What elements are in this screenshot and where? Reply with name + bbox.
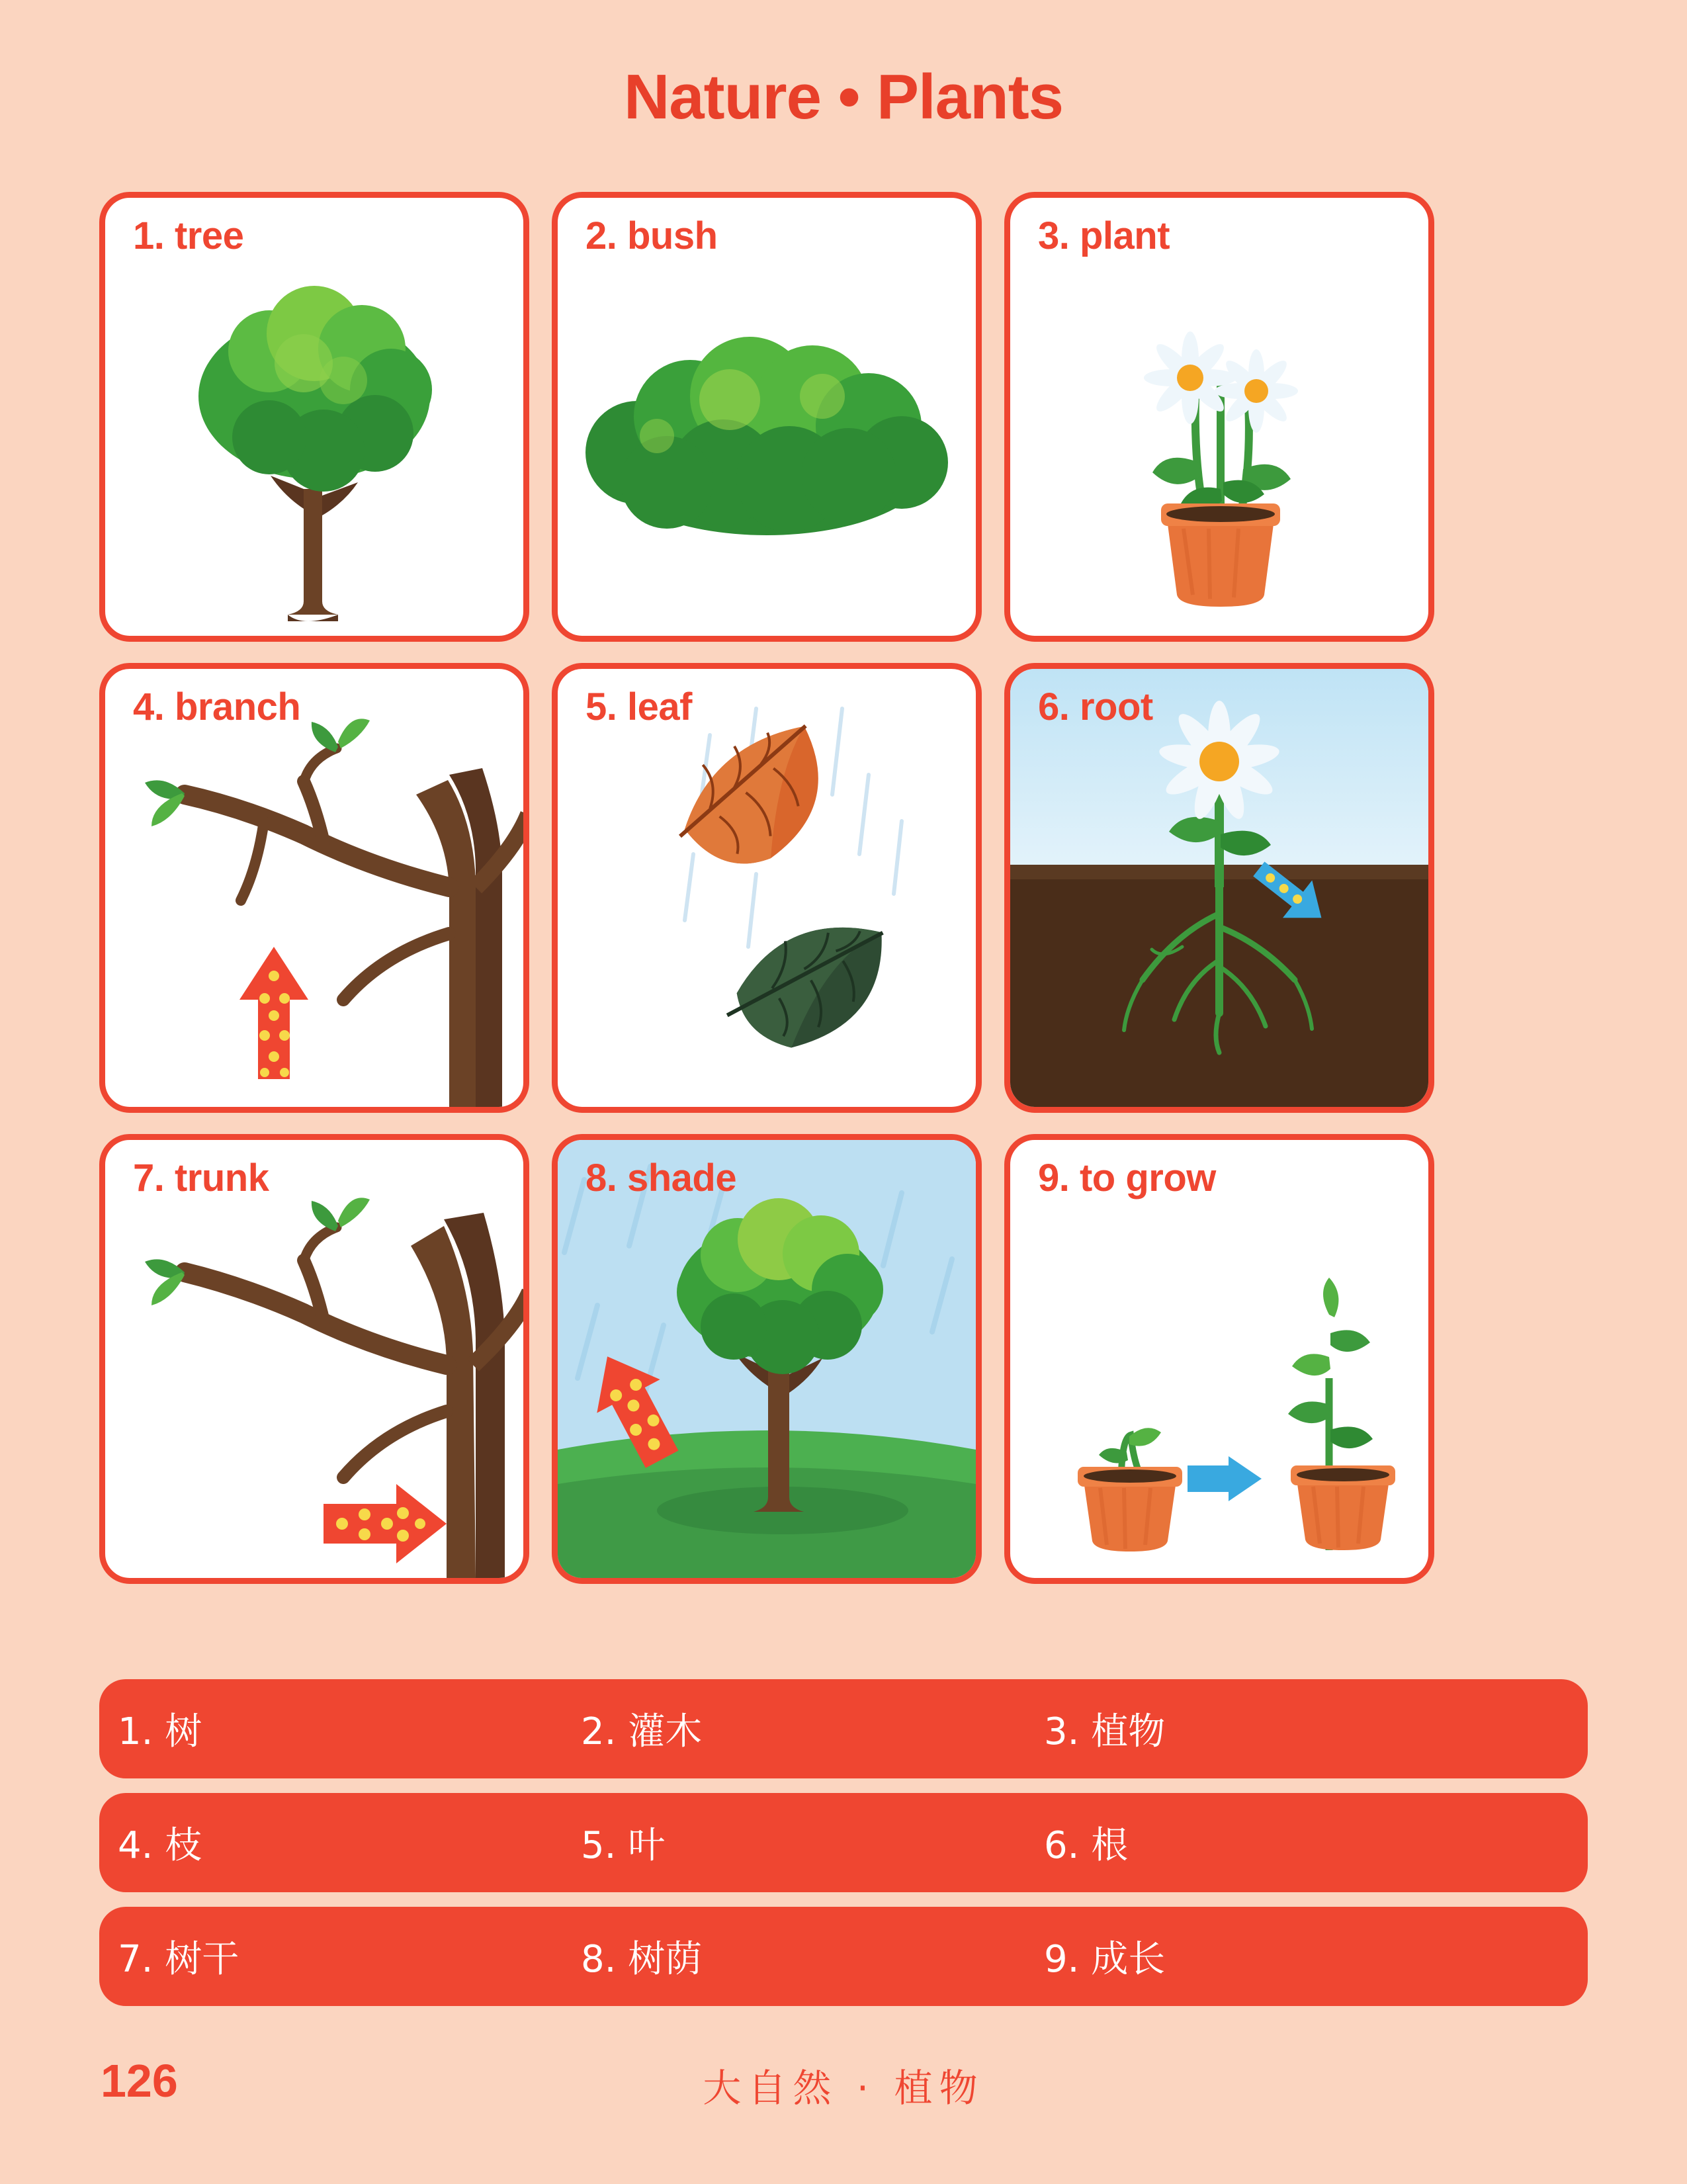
page-title: Nature • Plants [623,62,1064,132]
word-row [99,1907,1588,2006]
card-label: 8. shade [585,1157,737,1200]
tree-illustration [105,198,523,636]
card-plant[interactable] [1004,192,1434,642]
word-cell: 3. 植物 [1044,1710,1166,1753]
vocabulary-card-grid [99,192,1588,1584]
page-number: 126 [101,2055,178,2107]
word-cell: 6. 根 [1044,1824,1129,1867]
footer-chinese-title: 大自然 · 植物 [703,2066,984,2111]
card-label: 7. trunk [133,1157,269,1200]
word-cell: 7. 树干 [118,1938,239,1981]
shade-illustration [558,1140,976,1578]
word-cell: 9. 成长 [1044,1938,1166,1981]
growing-plant-illustration [1010,1140,1428,1578]
word-cell: 4. 枝 [118,1824,202,1867]
card-label: 3. plant [1038,214,1170,257]
card-label: 4. branch [133,685,301,728]
word-row [99,1793,1588,1892]
word-cell: 5. 叶 [581,1824,666,1867]
root-illustration [1010,669,1428,1107]
card-bush[interactable] [552,192,982,642]
card-trunk[interactable] [99,1134,529,1584]
card-label: 5. leaf [585,685,692,728]
card-root[interactable] [1004,663,1434,1113]
word-row [99,1679,1588,1778]
word-cell: 1. 树 [118,1710,202,1753]
card-tree[interactable] [99,192,529,642]
branch-illustration [105,669,523,1107]
word-cell: 8. 树荫 [581,1938,703,1981]
bush-illustration [558,198,976,636]
leaf-illustration [558,669,976,1107]
card-branch[interactable] [99,663,529,1113]
card-label: 1. tree [133,214,244,257]
card-label: 6. root [1038,685,1153,728]
card-label: 9. to grow [1038,1157,1216,1200]
card-shade[interactable] [552,1134,982,1584]
card-to-grow[interactable] [1004,1134,1434,1584]
page-footer [0,2048,1687,2127]
card-leaf[interactable] [552,663,982,1113]
card-label: 2. bush [585,214,718,257]
trunk-illustration [105,1140,523,1578]
translation-word-list [99,1679,1588,2021]
potted-plant-illustration [1010,198,1428,636]
word-cell: 2. 灌木 [581,1710,703,1753]
